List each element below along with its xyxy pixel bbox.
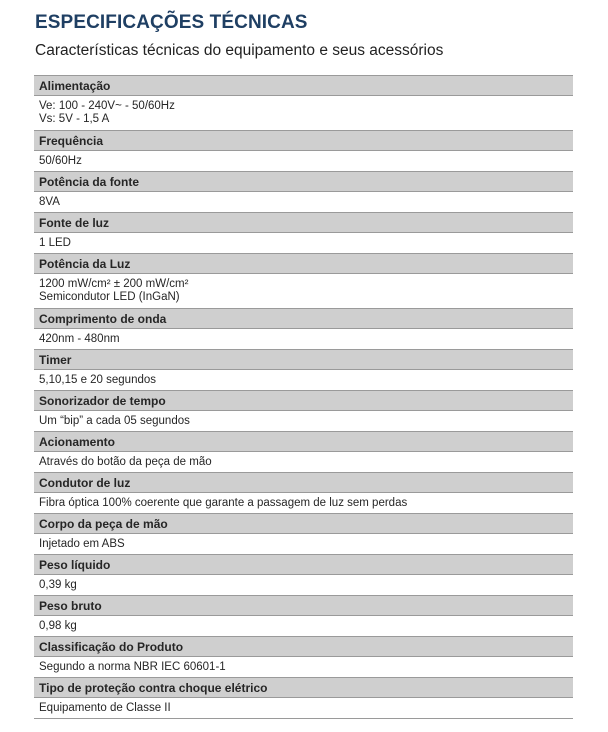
spec-value xyxy=(34,370,573,391)
spec-value xyxy=(34,96,573,131)
spec-value-line: Fibra óptica 100% coerente que garante a passagem de luz sem perdas xyxy=(39,496,408,509)
spec-label: Peso bruto xyxy=(34,596,573,616)
spec-table xyxy=(34,75,573,719)
spec-label: Fonte de luz xyxy=(34,213,573,233)
spec-value-line: Um “bip” a cada 05 segundos xyxy=(39,414,190,427)
page-title: ESPECIFICAÇÕES TÉCNICAS xyxy=(35,12,308,33)
spec-value xyxy=(34,411,573,432)
spec-label: Alimentação xyxy=(34,76,573,96)
spec-value-line: 8VA xyxy=(39,195,60,208)
spec-value-line: 0,39 kg xyxy=(39,578,77,591)
spec-value-line: Equipamento de Classe II xyxy=(39,701,171,714)
spec-value xyxy=(34,452,573,473)
spec-label: Frequência xyxy=(34,131,573,151)
spec-value xyxy=(34,274,573,309)
spec-value xyxy=(34,192,573,213)
spec-value xyxy=(34,575,573,596)
spec-value-line: Segundo a norma NBR IEC 60601-1 xyxy=(39,660,226,673)
spec-label: Potência da fonte xyxy=(34,172,573,192)
spec-value-line: 5,10,15 e 20 segundos xyxy=(39,373,157,386)
spec-value xyxy=(34,534,573,555)
spec-value xyxy=(34,616,573,637)
spec-label: Potência da Luz xyxy=(34,254,573,274)
spec-value-line: Semicondutor LED (InGaN) xyxy=(39,291,180,303)
spec-label: Sonorizador de tempo xyxy=(34,391,573,411)
spec-value xyxy=(34,493,573,514)
spec-label: Corpo da peça de mão xyxy=(34,514,573,534)
spec-label: Timer xyxy=(34,350,573,370)
spec-label: Classificação do Produto xyxy=(34,637,573,657)
spec-value-line: 0,98 kg xyxy=(39,619,77,632)
spec-value xyxy=(34,657,573,678)
spec-value-line: 420nm - 480nm xyxy=(39,332,120,345)
spec-value xyxy=(34,329,573,350)
page-subtitle: Características técnicas do equipamento e seus acessórios xyxy=(35,42,444,59)
spec-value xyxy=(34,233,573,254)
spec-value-line: 1 LED xyxy=(39,236,71,249)
spec-value-line: 1200 mW/cm² ± 200 mW/cm² xyxy=(39,278,189,290)
spec-value-line: Injetado em ABS xyxy=(39,537,125,550)
spec-label: Tipo de proteção contra choque elétrico xyxy=(34,678,573,698)
spec-label: Comprimento de onda xyxy=(34,309,573,329)
spec-value xyxy=(34,698,573,719)
spec-label: Peso líquido xyxy=(34,555,573,575)
spec-value-line: Vs: 5V - 1,5 A xyxy=(39,113,110,125)
spec-value-line: Através do botão da peça de mão xyxy=(39,455,212,468)
spec-label: Acionamento xyxy=(34,432,573,452)
spec-value xyxy=(34,151,573,172)
spec-value-line: Ve: 100 - 240V~ - 50/60Hz xyxy=(39,100,175,112)
spec-value-line: 50/60Hz xyxy=(39,154,82,167)
spec-label: Condutor de luz xyxy=(34,473,573,493)
